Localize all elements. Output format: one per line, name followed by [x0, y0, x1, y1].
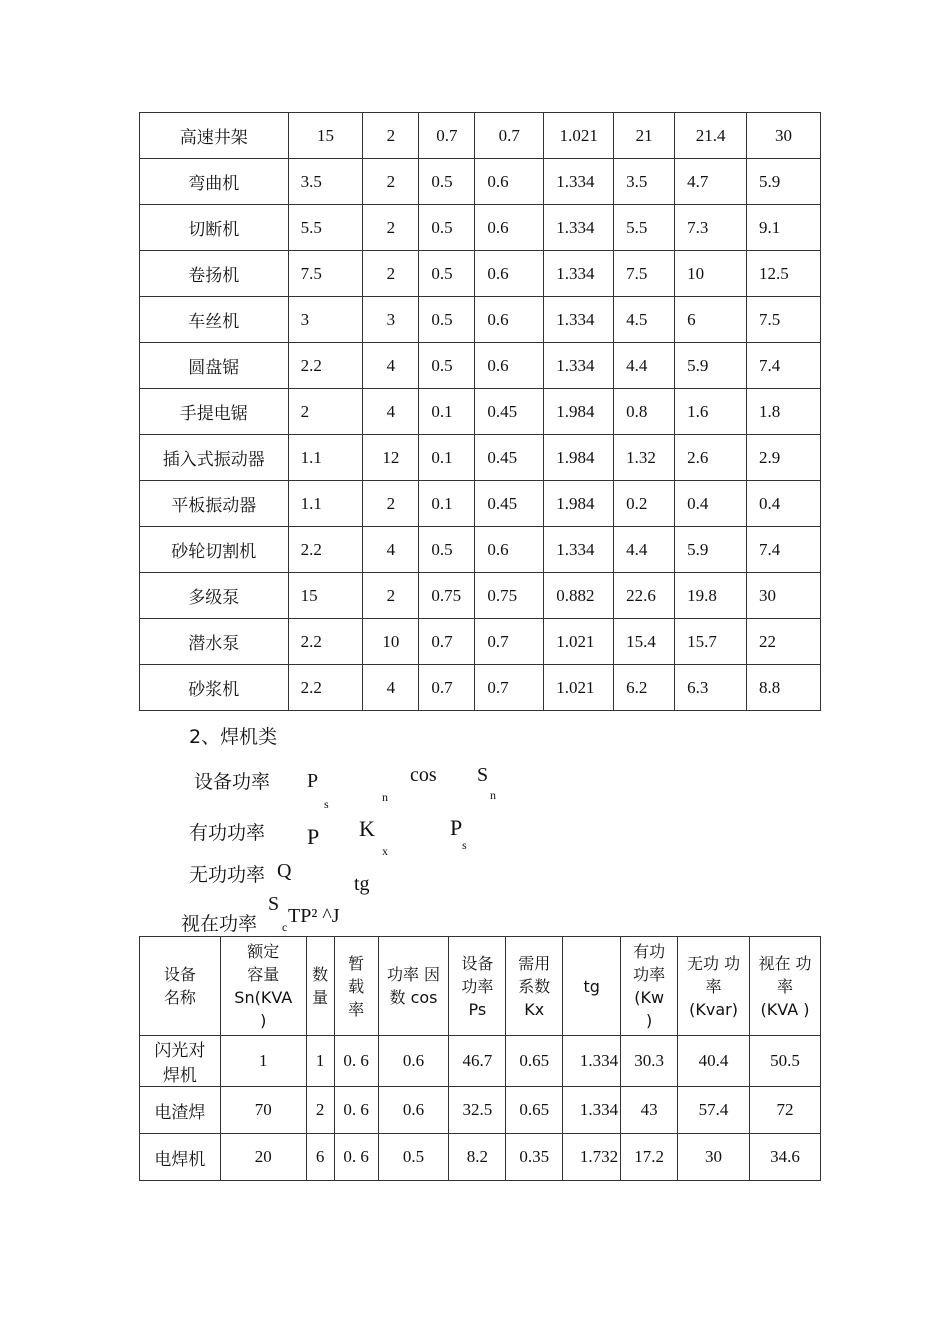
table-cell: 0.65 [506, 1087, 563, 1134]
header-line: 有功 [633, 942, 666, 961]
table-cell: 1.334 [544, 159, 614, 205]
table-cell: 4 [363, 389, 419, 435]
table-cell: 0.5 [419, 527, 475, 573]
table-cell: 0.7 [475, 665, 544, 711]
table-cell: 21.4 [675, 113, 747, 159]
column-header [334, 937, 378, 1036]
table-cell: 7.5 [614, 251, 675, 297]
column-header [750, 937, 821, 1036]
table-cell: 4.4 [614, 527, 675, 573]
table-cell: 2.9 [747, 435, 821, 481]
table-cell: 7.5 [288, 251, 363, 297]
equipment-name-cell: 多级泵 [140, 573, 289, 619]
table-row [140, 297, 821, 343]
table-cell: 0.45 [475, 481, 544, 527]
formula-label-device-power: 设备功率 [194, 771, 271, 793]
table-cell: 1.334 [563, 1036, 621, 1087]
header-line: Sn(KVA [234, 988, 293, 1007]
table-cell: 0.45 [475, 389, 544, 435]
table-cell: 12 [363, 435, 419, 481]
formula-subscript: s [462, 838, 467, 852]
table-cell: 1.1 [288, 435, 363, 481]
name-line: 电渣焊 [154, 1102, 206, 1123]
table-row [140, 527, 821, 573]
table-row [140, 435, 821, 481]
table-cell: 2.2 [288, 665, 363, 711]
table-row [140, 113, 821, 159]
equipment-name-cell: 车丝机 [140, 297, 289, 343]
table-row [140, 1036, 821, 1087]
header-line: 名称 [163, 988, 196, 1007]
header-line: 率 [705, 976, 722, 996]
header-line: ) [260, 1011, 267, 1030]
table-cell: 0.6 [475, 251, 544, 297]
name-line: 闪光对 [154, 1041, 206, 1061]
table-cell: 2.6 [675, 435, 747, 481]
table-cell: 40.4 [678, 1036, 750, 1087]
table-cell: 2 [363, 159, 419, 205]
table-cell: 46.7 [449, 1036, 506, 1087]
formula-label-reactive-power: 无功功率 [189, 864, 266, 886]
equipment-name-cell [140, 1036, 221, 1087]
header-line: 无功 功 [686, 953, 741, 973]
header-line: (KVA ) [760, 999, 810, 1019]
table-cell: 34.6 [750, 1134, 821, 1181]
table-cell: 43 [621, 1087, 678, 1134]
formula-subscript: c [282, 920, 288, 934]
table-cell: 50.5 [750, 1036, 821, 1087]
table-cell: 8.8 [747, 665, 821, 711]
table-cell: 2 [363, 573, 419, 619]
table-cell: 2 [363, 205, 419, 251]
table-cell: 0.5 [419, 251, 475, 297]
header-line: Ps [468, 999, 487, 1019]
table-cell: 1.021 [544, 665, 614, 711]
table-cell: 0.6 [378, 1036, 449, 1087]
table-cell: 0.4 [675, 481, 747, 527]
table-cell: 1 [306, 1036, 334, 1087]
table-cell: 30 [678, 1134, 750, 1181]
column-header [563, 937, 621, 1036]
table-cell: 6.3 [675, 665, 747, 711]
equipment-name-cell: 砂轮切割机 [140, 527, 289, 573]
table-cell: 2.2 [288, 619, 363, 665]
column-header [621, 937, 678, 1036]
equipment-name-cell: 插入式振动器 [140, 435, 289, 481]
table-cell: 2 [288, 389, 363, 435]
formula-symbol: P [307, 770, 319, 792]
equipment-name-cell: 卷扬机 [140, 251, 289, 297]
column-header [678, 937, 750, 1036]
table-cell: 0.75 [419, 573, 475, 619]
formula-label-active-power: 有功功率 [189, 822, 266, 844]
table-cell: 30.3 [621, 1036, 678, 1087]
table-cell: 30 [747, 113, 821, 159]
table-cell: 3 [363, 297, 419, 343]
table-cell: 1.334 [544, 251, 614, 297]
table-cell: 22.6 [614, 573, 675, 619]
header-line: tg [583, 976, 600, 996]
table-cell: 1 [220, 1036, 306, 1087]
table-cell: 0.7 [419, 113, 475, 159]
table-cell: 10 [675, 251, 747, 297]
header-line: (Kvar) [689, 999, 738, 1019]
table-cell: 0.6 [475, 159, 544, 205]
table-cell: 19.8 [675, 573, 747, 619]
table-cell: 1.32 [614, 435, 675, 481]
table-cell: 0.6 [475, 205, 544, 251]
header-line: 设备 [163, 965, 196, 984]
table-cell: 1.334 [544, 343, 614, 389]
equipment-name-cell: 手提电锯 [140, 389, 289, 435]
table-cell: 15 [288, 113, 363, 159]
table-cell: 4.7 [675, 159, 747, 205]
equipment-name-cell: 平板振动器 [140, 481, 289, 527]
table-cell: 2 [306, 1087, 334, 1134]
formula-symbol: tg [354, 873, 370, 895]
table-cell: 0.2 [614, 481, 675, 527]
column-header [306, 937, 334, 1036]
table-cell: 5.9 [675, 527, 747, 573]
table-cell: 0. 6 [334, 1134, 378, 1181]
table-cell: 1.021 [544, 619, 614, 665]
formula-symbol: Q [277, 860, 292, 882]
table-cell: 0.8 [614, 389, 675, 435]
table-header-row [140, 937, 821, 1036]
table-cell: 0.35 [506, 1134, 563, 1181]
equipment-name-cell [140, 1134, 221, 1181]
table-cell: 12.5 [747, 251, 821, 297]
table-cell: 22 [747, 619, 821, 665]
table-cell: 1.334 [544, 205, 614, 251]
table-cell: 5.5 [288, 205, 363, 251]
header-line: Kx [524, 999, 545, 1019]
table-cell: 4 [363, 665, 419, 711]
table-cell: 7.3 [675, 205, 747, 251]
formula-symbol: S [268, 893, 280, 915]
table-cell: 0.5 [419, 205, 475, 251]
section-heading: 2、焊机类 [189, 726, 278, 748]
table-cell: 4 [363, 343, 419, 389]
table-cell: 17.2 [621, 1134, 678, 1181]
formula-subscript: n [382, 790, 388, 804]
table-cell: 21 [614, 113, 675, 159]
table-cell: 0.5 [378, 1134, 449, 1181]
table-row [140, 251, 821, 297]
table-cell: 30 [747, 573, 821, 619]
column-header [506, 937, 563, 1036]
header-line: 率 [776, 976, 793, 996]
table-cell: 0.7 [419, 619, 475, 665]
table-cell: 2 [363, 481, 419, 527]
table-cell: 6.2 [614, 665, 675, 711]
formula-symbol: TP² ^J [288, 905, 340, 927]
table-cell: 0.1 [419, 435, 475, 481]
table-cell: 15 [288, 573, 363, 619]
table-cell: 1.984 [544, 481, 614, 527]
column-header [220, 937, 306, 1036]
table-cell: 2.2 [288, 343, 363, 389]
header-line: 量 [312, 988, 329, 1007]
table-cell: 7.5 [747, 297, 821, 343]
header-line: 容量 [247, 965, 280, 984]
header-line: 额定 [247, 942, 280, 961]
table-cell: 0.6 [475, 527, 544, 573]
table-cell: 0.1 [419, 481, 475, 527]
header-line: ) [646, 1011, 653, 1030]
table-cell: 0.7 [475, 619, 544, 665]
formula-subscript: x [382, 844, 388, 858]
table-cell: 6 [306, 1134, 334, 1181]
formula-symbol: S [477, 764, 489, 786]
equipment-name-cell: 切断机 [140, 205, 289, 251]
table-cell: 15.7 [675, 619, 747, 665]
formula-subscript: s [324, 797, 329, 811]
table-row [140, 205, 821, 251]
table-cell: 1.1 [288, 481, 363, 527]
table-cell: 1.8 [747, 389, 821, 435]
equipment-name-cell: 高速井架 [140, 113, 289, 159]
header-line: 需用 [518, 953, 551, 973]
table-cell: 7.4 [747, 527, 821, 573]
formula-symbol: cos [410, 764, 437, 786]
formula-symbol: K [359, 816, 375, 841]
formula-label-apparent-power: 视在功率 [181, 913, 258, 935]
table-cell: 0.5 [419, 343, 475, 389]
header-line: 功率 [633, 965, 666, 984]
header-line: 率 [348, 999, 365, 1019]
table-cell: 2 [363, 251, 419, 297]
table-cell: 1.984 [544, 435, 614, 481]
table-row [140, 619, 821, 665]
table-row [140, 389, 821, 435]
equipment-name-cell [140, 1087, 221, 1134]
table-row [140, 343, 821, 389]
table-cell: 3 [288, 297, 363, 343]
table-cell: 2 [363, 113, 419, 159]
equipment-load-table [139, 112, 821, 711]
table-cell: 15.4 [614, 619, 675, 665]
header-line: 数 cos [389, 988, 438, 1007]
column-header [378, 937, 449, 1036]
table-cell: 1.334 [563, 1087, 621, 1134]
table-row [140, 573, 821, 619]
table-cell: 1.334 [544, 297, 614, 343]
header-line: 功率 [461, 976, 494, 996]
name-line: 电焊机 [154, 1149, 206, 1170]
equipment-name-cell: 圆盘锯 [140, 343, 289, 389]
table-cell: 0.882 [544, 573, 614, 619]
header-line: 系数 [518, 976, 551, 996]
column-header [140, 937, 221, 1036]
formula-symbol: P [307, 824, 320, 849]
name-line: 焊机 [162, 1066, 197, 1086]
table-cell: 0.65 [506, 1036, 563, 1087]
table-cell: 4.4 [614, 343, 675, 389]
table-cell: 1.021 [544, 113, 614, 159]
table-cell: 9.1 [747, 205, 821, 251]
formula-symbol: P [450, 815, 463, 840]
table-row [140, 159, 821, 205]
table-cell: 57.4 [678, 1087, 750, 1134]
table-cell: 8.2 [449, 1134, 506, 1181]
equipment-name-cell: 弯曲机 [140, 159, 289, 205]
table-row [140, 481, 821, 527]
header-line: 功率 因 [386, 965, 441, 984]
table-cell: 3.5 [288, 159, 363, 205]
table-cell: 0.6 [378, 1087, 449, 1134]
header-line: 数 [312, 965, 329, 984]
table-cell: 20 [220, 1134, 306, 1181]
table-cell: 72 [750, 1087, 821, 1134]
table-cell: 0.75 [475, 573, 544, 619]
table-cell: 0.6 [475, 343, 544, 389]
table-cell: 1.984 [544, 389, 614, 435]
equipment-name-cell: 潜水泵 [140, 619, 289, 665]
table-cell: 0.7 [419, 665, 475, 711]
header-line: 暂 [348, 953, 365, 973]
header-line: 视在 功 [758, 953, 812, 973]
table-cell: 5.9 [675, 343, 747, 389]
table-row [140, 665, 821, 711]
column-header [449, 937, 506, 1036]
table-cell: 3.5 [614, 159, 675, 205]
table-cell: 1.732 [563, 1134, 621, 1181]
table-cell: 4.5 [614, 297, 675, 343]
table-cell: 0.5 [419, 159, 475, 205]
table-cell: 0. 6 [334, 1036, 378, 1087]
table-cell: 2.2 [288, 527, 363, 573]
table-row [140, 1087, 821, 1134]
header-line: (Kw [634, 988, 665, 1007]
formula-subscript: n [490, 788, 496, 802]
table-cell: 7.4 [747, 343, 821, 389]
table-cell: 0. 6 [334, 1087, 378, 1134]
table-cell: 6 [675, 297, 747, 343]
table-cell: 5.5 [614, 205, 675, 251]
table-cell: 0.6 [475, 297, 544, 343]
table-cell: 5.9 [747, 159, 821, 205]
table-cell: 0.4 [747, 481, 821, 527]
table-cell: 0.5 [419, 297, 475, 343]
table-cell: 1.334 [544, 527, 614, 573]
table-cell: 0.7 [475, 113, 544, 159]
table-cell: 10 [363, 619, 419, 665]
table-cell: 70 [220, 1087, 306, 1134]
equipment-name-cell: 砂浆机 [140, 665, 289, 711]
table-cell: 32.5 [449, 1087, 506, 1134]
table-row [140, 1134, 821, 1181]
header-line: 设备 [461, 953, 494, 973]
table-cell: 0.1 [419, 389, 475, 435]
header-line: 载 [348, 976, 365, 996]
welder-load-table [139, 936, 821, 1181]
table-cell: 4 [363, 527, 419, 573]
table-cell: 1.6 [675, 389, 747, 435]
table-cell: 0.45 [475, 435, 544, 481]
